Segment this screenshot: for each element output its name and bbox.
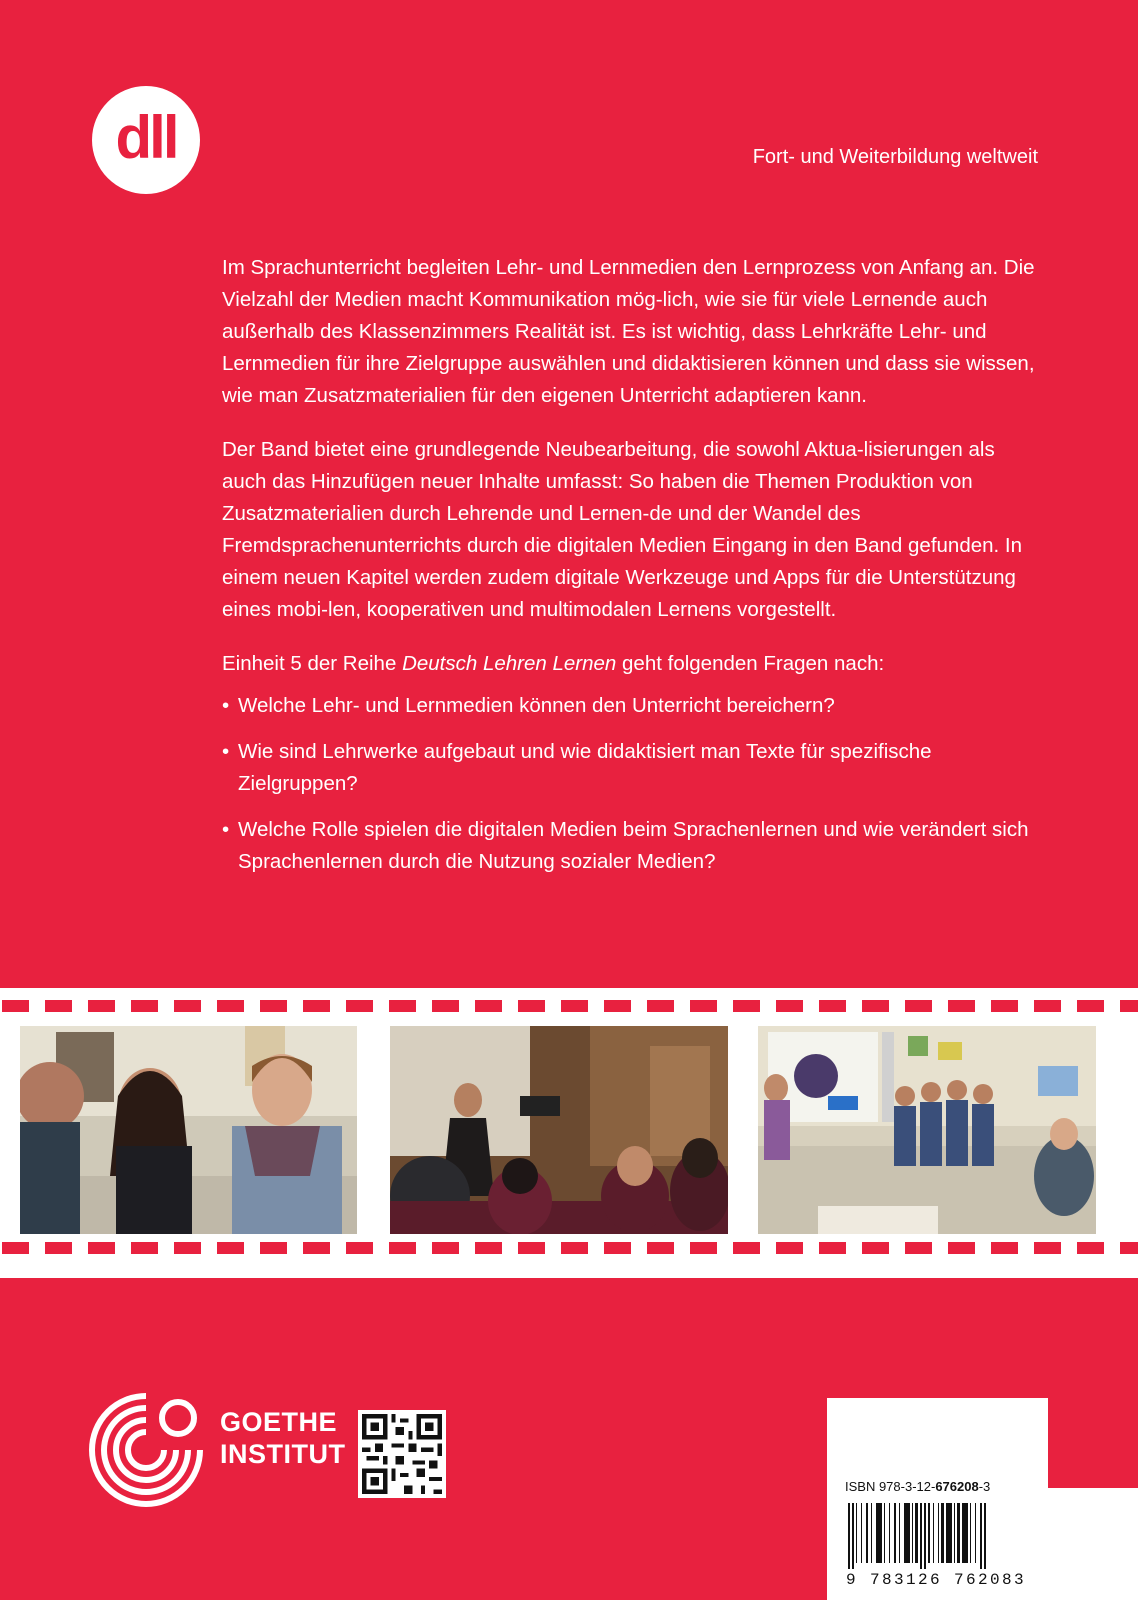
question-item: • Wie sind Lehrwerke aufgebaut und wie didaktisiert man Texte für spezifische Zielgruppen? [222,736,1042,800]
barcode-bar [924,1503,926,1569]
question-item: • Welche Lehr- und Lernmedien können den Unterricht bereichern? [222,690,1042,722]
film-perforations-bottom [0,1242,1138,1254]
film-perforation [217,1000,244,1012]
film-perforation [518,1242,545,1254]
film-perforation [303,1000,330,1012]
film-perforation [1034,1000,1061,1012]
institut-line: INSTITUT [220,1439,346,1469]
film-perforation [260,1242,287,1254]
barcode-bar [907,1503,910,1563]
dll-logo-text: dll [115,103,177,171]
barcode-bar [941,1503,944,1563]
barcode-bar [856,1503,857,1563]
isbn-bold: 676208 [935,1479,979,1494]
barcode-bar [965,1503,968,1563]
film-perforation [174,1242,201,1254]
film-perforation [948,1000,975,1012]
barcode-bar [949,1503,952,1563]
film-perforation [991,1000,1018,1012]
dll-logo [92,86,200,194]
barcode-bar [920,1503,922,1569]
paragraph-new-edition: Der Band bietet eine grundlegende Neubearbeitung, die sowohl Aktua-lisierungen als auch das Hinzufügen neuer Inhalte umfasst: So haben die Themen Produktion von Zusatzmaterialien durch Lehrende und Lernen-de und der Wandel des Fremdsprachenunterrichts durch die digitalen Medien Eingang in den Band gefunden. In einem neuen Kapitel werden zudem digitale Werkzeuge und Apps für die Unterstützung eines mobi-len, kooperativen und multimodalen Lernens vorgestellt. [222,438,1023,621]
film-perforation [905,1000,932,1012]
barcode-bar [904,1503,907,1563]
photo-whiteboard-presentation [758,1026,1096,1234]
paragraph-intro: Im Sprachunterricht begleiten Lehr- und Lernmedien den Lernprozess von Anfang an. Die Vielzahl der Medien macht Kommunikation mög-lich, wie sie für viele Lernende auch außerhalb des Klassenzimmers Realität ist. Es ist wichtig, dass Lehrkräfte Lehr- und Lernmedien für ihre Zielgruppe auswählen und didaktisieren können und dass sie wissen, wie man Zusatzmaterialien für den eigenen Unterricht adaptieren kann. [222,256,1035,407]
film-perforation [475,1242,502,1254]
barcode-bar [861,1503,862,1563]
photo-group-discussion [20,1026,357,1234]
photo-teacher-classroom [390,1026,728,1234]
barcode-bar [957,1503,960,1563]
series-title: Deutsch Lehren Lernen [402,652,617,675]
film-perforation [2,1000,29,1012]
film-strip [0,988,1138,1278]
questions-intro [222,648,1042,680]
barcode-bar [933,1503,934,1563]
barcode-bar [984,1503,986,1569]
barcode-bar [848,1503,850,1569]
film-perforation [647,1242,674,1254]
film-perforation [948,1242,975,1254]
barcode-bar [980,1503,982,1569]
film-perforation [2,1242,29,1254]
barcode-bar [954,1503,955,1563]
film-perforation [1034,1242,1061,1254]
film-perforation [604,1000,631,1012]
film-perforation [647,1000,674,1012]
film-perforation [45,1242,72,1254]
film-perforation [88,1000,115,1012]
film-perforation [862,1242,889,1254]
film-perforation [260,1000,287,1012]
isbn-suffix: -3 [978,1479,991,1494]
film-perforation [389,1000,416,1012]
barcode [848,1503,1038,1574]
film-perforation [518,1000,545,1012]
film-perforation [1077,1000,1104,1012]
film-perforation [690,1242,717,1254]
goethe-institut-wordmark [220,1406,346,1470]
film-perforation [45,1000,72,1012]
film-perforation [346,1000,373,1012]
film-perforation [561,1242,588,1254]
barcode-bar [889,1503,890,1563]
film-perforation [862,1000,889,1012]
film-perforation [1120,1242,1138,1254]
film-perforation [733,1242,760,1254]
film-perforation [1077,1242,1104,1254]
film-perforation [346,1242,373,1254]
film-perforation [604,1242,631,1254]
barcode-bar [871,1503,872,1563]
film-perforation [475,1000,502,1012]
barcode-bar [970,1503,971,1563]
barcode-bar [962,1503,965,1563]
film-perforation [819,1000,846,1012]
qr-code [358,1410,446,1498]
question-item: • Welche Rolle spielen die digitalen Medien beim Sprachenlernen und wie verändert sich Sprachenlernen durch die Nutzung sozialer Medien? [222,814,1042,878]
barcode-bar [894,1503,896,1563]
film-perforation [561,1000,588,1012]
film-perforation [991,1242,1018,1254]
description [222,252,1042,892]
question-list [222,690,1042,878]
film-perforations-top [0,1000,1138,1012]
goethe-line: GOETHE [220,1407,338,1437]
film-perforation [389,1242,416,1254]
intro-suffix: geht folgenden Fragen nach: [616,652,885,675]
barcode-bar [915,1503,918,1563]
barcode-bar [946,1503,949,1563]
isbn-prefix: ISBN 978-3-12- [845,1479,936,1494]
film-perforation [432,1000,459,1012]
film-perforation [131,1000,158,1012]
barcode-bar [928,1503,930,1563]
film-perforation [432,1242,459,1254]
film-perforation [88,1242,115,1254]
barcode-digits: 9 783126 762083 [846,1571,1027,1589]
film-perforation [905,1242,932,1254]
barcode-bar [884,1503,885,1563]
film-perforation [217,1242,244,1254]
film-perforation [1120,1000,1138,1012]
barcode-bar [899,1503,900,1563]
barcode-bar [876,1503,879,1563]
tagline: Fort- und Weiterbildung weltweit [752,146,1038,168]
barcode-bar [912,1503,913,1563]
barcode-bar [879,1503,882,1563]
barcode-bar [866,1503,868,1563]
film-perforation [131,1242,158,1254]
isbn-panel-corner [1048,1398,1138,1488]
barcode-bar [938,1503,939,1563]
film-perforation [733,1000,760,1012]
film-perforation [776,1000,803,1012]
isbn-label [845,1479,990,1494]
intro-prefix: Einheit 5 der Reihe [222,652,403,675]
barcode-bar [975,1503,976,1563]
film-perforation [174,1000,201,1012]
film-perforation [776,1242,803,1254]
goethe-institut-logo-mark [84,1388,208,1517]
film-perforation [690,1000,717,1012]
film-perforation [819,1242,846,1254]
barcode-bar [852,1503,854,1569]
film-perforation [303,1242,330,1254]
